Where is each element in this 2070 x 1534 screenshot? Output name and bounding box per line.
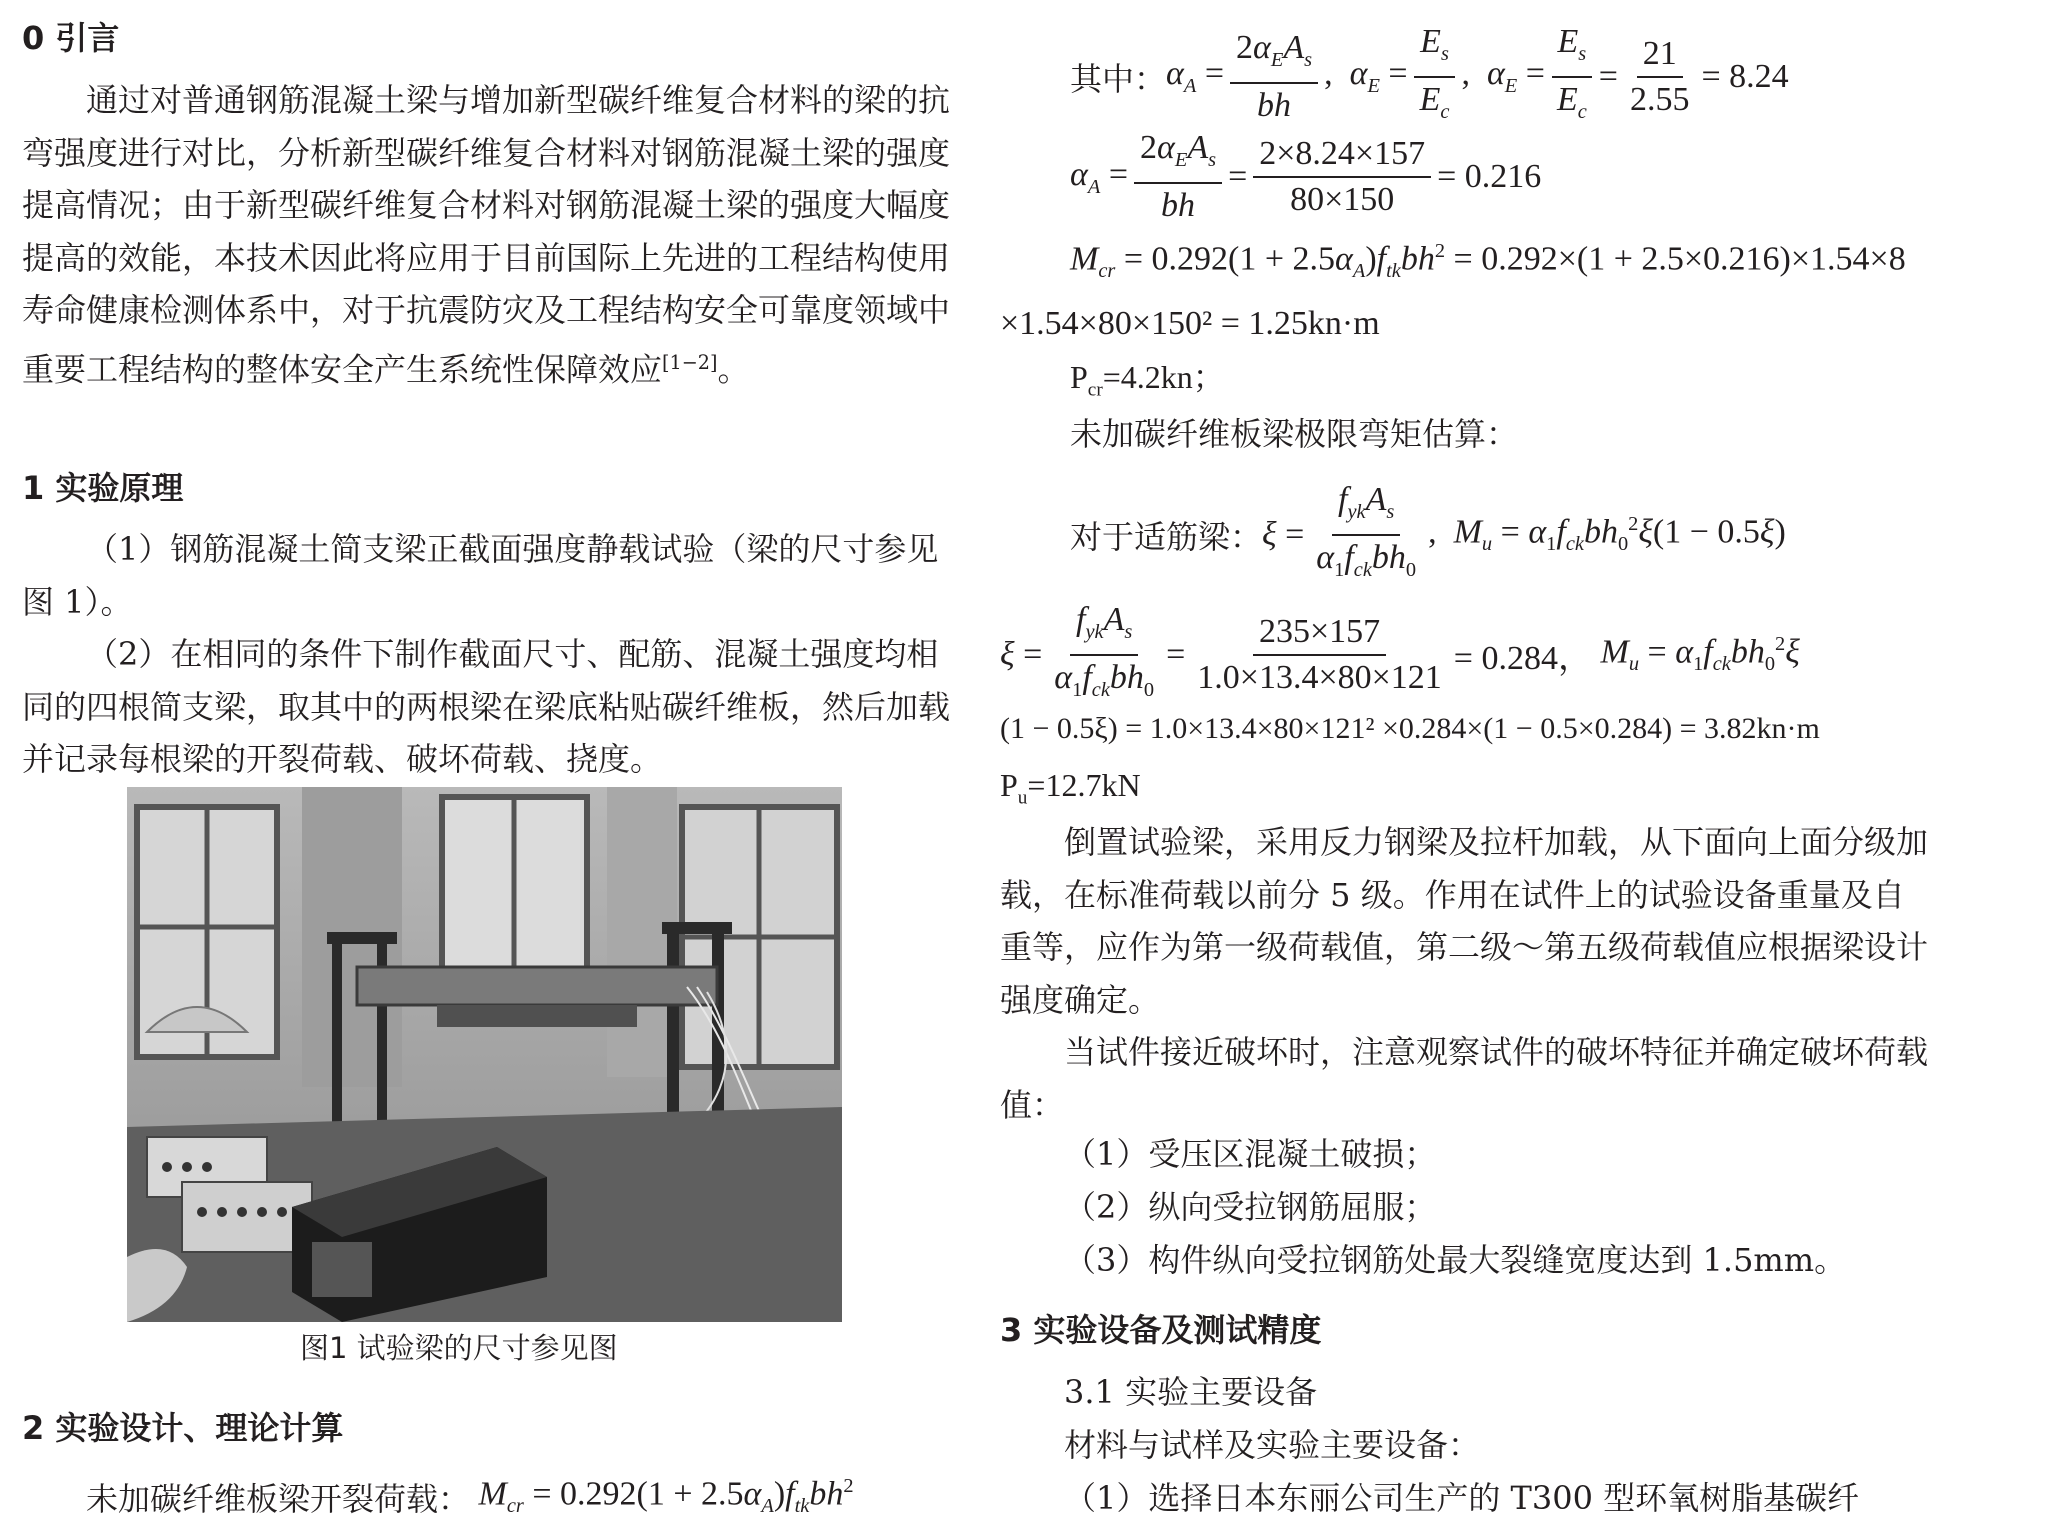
failure-criterion-1: （1）受压区混凝土破损；: [1064, 1135, 1437, 1173]
alpha-a-value: = 0.216: [1437, 157, 1542, 195]
lab-photo-illustration: [127, 787, 842, 1322]
under-reinforced-label: 对于适筋梁：: [1070, 517, 1263, 556]
principle-paragraph-2: （2）在相同的条件下制作截面尺寸、配筋、混凝土强度均相同的四根简支梁，取其中的两根梁在梁底粘贴碳纤维板，然后加载并记录每根梁的开裂荷载、破坏荷载、挠度。: [22, 635, 951, 778]
ultimate-moment-title: 未加碳纤维板梁极限弯矩估算：: [1070, 415, 1519, 453]
formula-mcr-line2: ×1.54×80×150² = 1.25kn·m: [1000, 305, 1380, 342]
material-item-1: （1）选择日本东丽公司生产的 T300 型环氧树脂基碳纤: [1064, 1479, 1860, 1517]
intro-text: 通过对普通钢筋混凝土梁与增加新型碳纤维复合材料的梁的抗弯强度进行对比，分析新型碳纤维复合材料对钢筋混凝土梁的强度提高情况；由于新型碳纤维复合材料对钢筋混凝土梁的强度大幅度提高的效能，本技术因此将应用于目前国际上先进的工程结构使用寿命健康检测体系中，对于抗震防灾及工程结构安全可靠度领域中重要工程结构的整体安全产生系统性保障效应: [22, 81, 951, 389]
xi-value: = 0.284，: [1453, 640, 1592, 678]
principle-paragraph-1: （1）钢筋混凝土简支梁正截面强度静载试验（梁的尺寸参见图 1）。: [22, 530, 939, 621]
where-label: 其中：: [1070, 59, 1167, 98]
failure-criterion-3: （3）构件纵向受拉钢筋处最大裂缝宽度达到 1.5mm。: [1064, 1241, 1847, 1279]
figure-caption: 图1 试验梁的尺寸参见图: [300, 1331, 618, 1365]
alpha-e-value: = 8.24: [1701, 57, 1789, 95]
materials-line: 材料与试样及实验主要设备：: [1064, 1426, 1481, 1464]
crack-load-label: 未加碳纤维板梁开裂荷载：: [86, 1480, 471, 1518]
formula-mu-value: (1 − 0.5ξ) = 1.0×13.4×80×121² ×0.284×(1 − 0.5×0.284) = 3.82kn·m: [1000, 712, 1820, 745]
pu-line: $P_u=12.7kN$: [1000, 767, 1141, 809]
failure-paragraph: 当试件接近破坏时，注意观察试件的破坏特征并确定破坏荷载值：: [1000, 1033, 1929, 1124]
failure-criterion-2: （2）纵向受拉钢筋屈服；: [1064, 1188, 1437, 1226]
crack-load-formula: 未加碳纤维板梁开裂荷载： $M_{cr} = 0.292(1 + 2.5\alpha_A)f_{tk}bh^2$: [86, 1475, 854, 1518]
formula-alpha-a: $\alpha_A$ = $\frac{2\alpha_EA_s}{bh}$ = $\frac{2\times 8.24\times 157}{80\times 150}$ = 0.216: [1070, 129, 1542, 224]
formula-mcr-line1: $M_{cr} = 0.292(1 + 2.5\alpha_A)f_{tk}bh^2 = 0.292\times(1 + 2.5\times 0.216)\times 1.54\times 8$: [1070, 240, 1906, 283]
formula-xi-definition: 对于适筋梁： ξ = $\frac{f_{yk}A_s}{\alpha_1f_{ck}bh_0}$ , $M_u = \alpha_1f_{ck}bh_0^2\xi(1 - 0.5\xi)$: [1070, 481, 1786, 581]
pcr-line: $P_{cr}=4.2kn$；: [1070, 359, 1225, 401]
loading-paragraph: 倒置试验梁，采用反力钢梁及拉杆加载，从下面向上面分级加载，在标准荷载以前分 5 级。作用在试件上的试验设备重量及自重等，应作为第一级荷载值，第二级～第五级荷载值应根据梁设计强度确定。: [1000, 823, 1929, 1019]
subsection-heading-equipment: 3.1 实验主要设备: [1064, 1373, 1318, 1411]
intro-citation: [1−2]: [662, 350, 718, 374]
section-heading-equipment: 3 实验设备及测试精度: [1000, 1311, 1322, 1349]
formula-xi-value: ξ = $\frac{f_{yk}A_s}{\alpha_1f_{ck}bh_0}$ = $\frac{235\times 157}{1.0\times 13.4\times 80\times 121}$ = 0.284， $M_u = \alpha_1f_{ck}bh_0^2\xi$: [1000, 601, 1800, 701]
section-heading-principle: 1 实验原理: [22, 469, 184, 507]
section-heading-design: 2 实验设计、理论计算: [22, 1409, 344, 1447]
intro-paragraph: [22, 74, 952, 396]
test-beam-photo: [127, 787, 842, 1322]
intro-end: 。: [717, 350, 750, 389]
section-heading-intro: 0 引言: [22, 19, 120, 57]
formula-where: 其中： $\alpha_A$ = $\frac{2\alpha_EA_s}{bh}$ , $\alpha_E$ = $\frac{E_s}{E_c}$ , $\alpha_E$ = $\frac{E_s}{E_c}$ = $\frac{21}{2.55}$ = 8.24: [1070, 23, 1789, 124]
